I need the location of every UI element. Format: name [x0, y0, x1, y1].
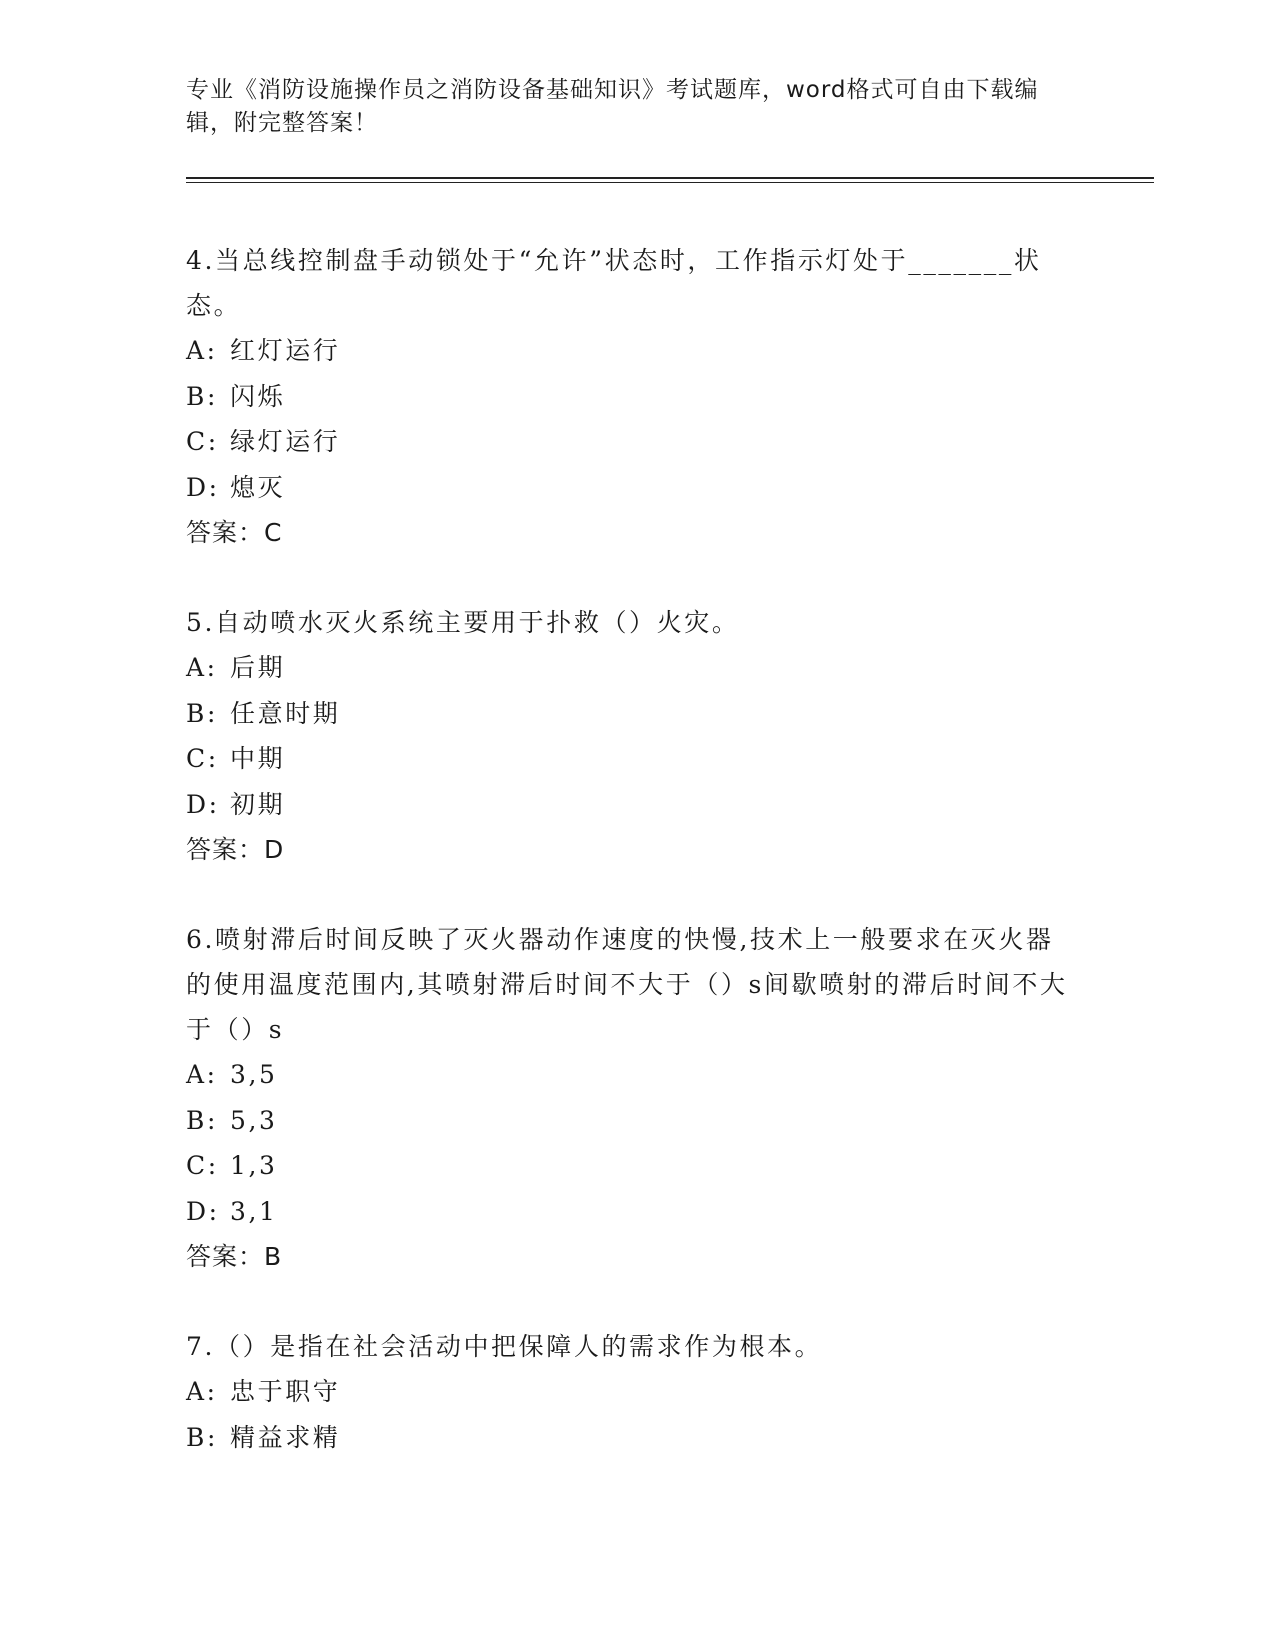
option-c — [186, 419, 1076, 465]
option-text: 闪烁 — [230, 381, 286, 411]
option-key: A: — [186, 1377, 218, 1406]
option-text: 忠于职守 — [230, 1377, 341, 1406]
question-4 — [186, 238, 1076, 556]
option-key: C: — [186, 1151, 219, 1180]
option-key: B: — [186, 381, 218, 411]
option-text: 任意时期 — [230, 698, 341, 728]
option-d — [186, 782, 1076, 828]
option-text: 5,3 — [230, 1105, 278, 1135]
option-text: 3,5 — [230, 1060, 278, 1089]
option-b — [186, 1098, 1076, 1144]
question-stem: 7.（）是指在社会活动中把保障人的需求作为根本。 — [186, 1332, 823, 1361]
header-divider-thin — [186, 182, 1154, 183]
option-key: A: — [186, 336, 218, 365]
answer-line: 答案：B — [186, 1242, 283, 1271]
answer-line: 答案：C — [186, 518, 283, 547]
option-key: A: — [186, 653, 218, 682]
option-c — [186, 1143, 1076, 1189]
question-stem: 5.自动喷水灭火系统主要用于扑救（）火灾。 — [186, 608, 740, 637]
question-stem: 4.当总线控制盘手动锁处于“允许”状态时，工作指示灯处于_______状态。 — [186, 246, 1042, 320]
option-b — [186, 1415, 1076, 1461]
option-text: 精益求精 — [230, 1422, 341, 1452]
option-text: 3,1 — [230, 1196, 278, 1226]
option-key: D: — [186, 472, 220, 502]
option-d — [186, 1189, 1076, 1235]
option-key: B: — [186, 698, 218, 728]
option-key: D: — [186, 789, 220, 819]
option-text: 熄灭 — [230, 472, 286, 502]
option-c — [186, 736, 1076, 782]
question-6 — [186, 917, 1076, 1280]
option-text: 初期 — [230, 789, 286, 819]
header-divider-thick — [186, 177, 1154, 179]
answer-line: 答案：D — [186, 835, 285, 864]
option-a — [186, 645, 1076, 691]
option-key: C: — [186, 744, 219, 773]
question-stem: 6.喷射滞后时间反映了灭火器动作速度的快慢,技术上一般要求在灭火器的使用温度范围内,其喷射滞后时间不大于（）s间歇喷射的滞后时间不大于（）s — [186, 925, 1068, 1044]
option-b — [186, 374, 1076, 420]
question-7 — [186, 1324, 1076, 1460]
option-a — [186, 1369, 1076, 1415]
document-header: 专业《消防设施操作员之消防设备基础知识》考试题库，word格式可自由下载编辑，附完整答案！ — [186, 77, 1039, 136]
question-5 — [186, 600, 1076, 873]
option-key: A: — [186, 1060, 218, 1089]
option-text: 红灯运行 — [230, 336, 341, 365]
option-b — [186, 691, 1076, 737]
option-text: 后期 — [230, 653, 286, 682]
option-text: 绿灯运行 — [230, 427, 341, 456]
question-list — [186, 238, 1076, 1504]
option-d — [186, 465, 1076, 511]
option-key: D: — [186, 1196, 220, 1226]
option-text: 中期 — [230, 744, 286, 773]
option-text: 1,3 — [230, 1151, 278, 1180]
option-key: B: — [186, 1422, 218, 1452]
option-key: B: — [186, 1105, 218, 1135]
option-a — [186, 328, 1076, 374]
option-key: C: — [186, 427, 219, 456]
option-a — [186, 1052, 1076, 1098]
